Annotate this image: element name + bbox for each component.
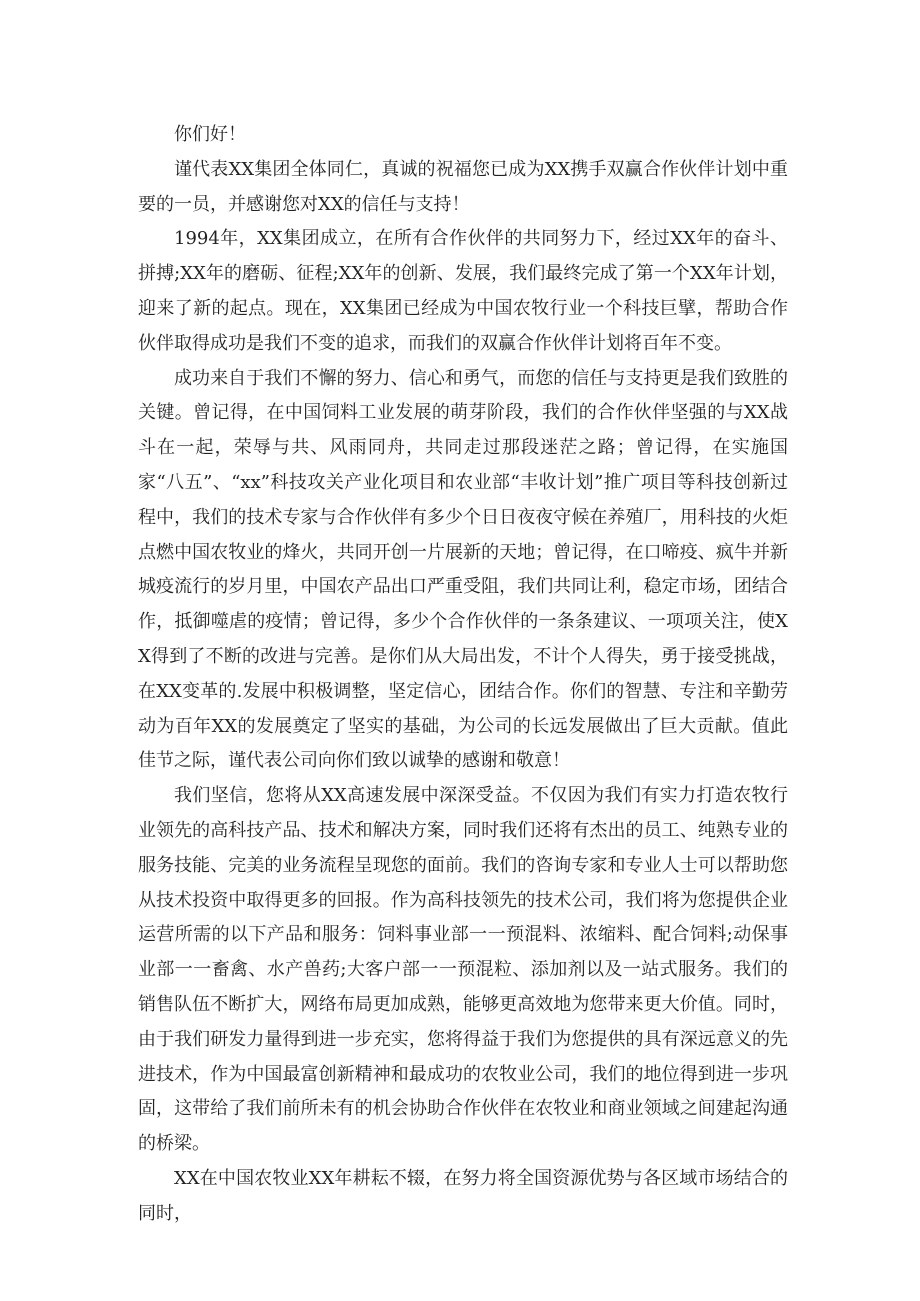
paragraph-4: 我们坚信，您将从XX高速发展中深深受益。不仅因为我们有实力打造农牧行业领先的高科技产品、技术和解决方案，同时我们还将有杰出的员工、纯熟专业的服务技能、完美的业务流程呈现您的面前。我们的咨询专家和专业人士可以帮助您从技术投资中取得更多的回报。作为高科技领先的技术公司，我们将为您提供企业运营所需的以下产品和服务：饲料事业部一一预混料、浓缩料、配合饲料;动保事业部一一畜禽、水产兽药;大客户部一一预混粒、添加剂以及一站式服务。我们的销售队伍不断扩大，网络布局更加成熟，能够更高效地为您带来更大价值。同时，由于我们研发力量得到进一步充实，您将得益于我们为您提供的具有深远意义的先进技术，作为中国最富创新精神和最成功的农牧业公司，我们的地位得到进一步巩固，这带给了我们前所未有的机会协助合作伙伴在农牧业和商业领域之间建起沟通的桥梁。 <box>138 785 788 1155</box>
greeting-line: 你们好！ <box>174 124 246 145</box>
paragraph-3: 成功来自于我们不懈的努力、信心和勇气，而您的信任与支持更是我们致胜的关键。曾记得，在中国饲料工业发展的萌芽阶段，我们的合作伙伴坚强的与XX战斗在一起，荣辱与共、风雨同舟，共同走过那段迷茫之路；曾记得，在实施国家“八五”、“xx”科技攻关产业化项目和农业部“丰收计划”推广项目等科技创新过程中，我们的技术专家与合作伙伴有多少个日日夜夜守候在养殖厂，用科技的火炬点燃中国农牧业的烽火，共同开创一片展新的天地；曾记得，在口啼疫、疯牛并新城疫流行的岁月里，中国农产品出口严重受阻，我们共同让利，稳定市场，团结合作，抵御噬虐的疫情；曾记得，多少个合作伙伴的一条条建议、一项项关注，使XX得到了不断的改进与完善。是你们从大局出发，不计个人得失，勇于接受挑战，在XX变革的.发展中积极调整，坚定信心，团结合作。你们的智慧、专注和辛勤劳动为百年XX的发展奠定了坚实的基础，为公司的长远发展做出了巨大贡献。值此佳节之际，谨代表公司向你们致以诚挚的感谢和敬意！ <box>138 367 788 772</box>
paragraph-1: 谨代表XX集团全体同仁，真诚的祝福您已成为XX携手双赢合作伙伴计划中重要的一员，并感谢您对XX的信任与支持！ <box>138 158 788 215</box>
paragraph-2: 1994年，XX集团成立，在所有合作伙伴的共同努力下，经过XX年的奋斗、拼搏;XX年的磨砺、征程;XX年的创新、发展，我们最终完成了第一个XX年计划，迎来了新的起点。现在，XX集团已经成为中国农牧行业一个科技巨擘，帮助合作伙伴取得成功是我们不变的追求，而我们的双赢合作伙伴计划将百年不变。 <box>138 228 788 354</box>
letter-page <box>138 118 788 1232</box>
paragraph-5: XX在中国农牧业XX年耕耘不辍，在努力将全国资源优势与各区域市场结合的同时， <box>138 1167 788 1224</box>
